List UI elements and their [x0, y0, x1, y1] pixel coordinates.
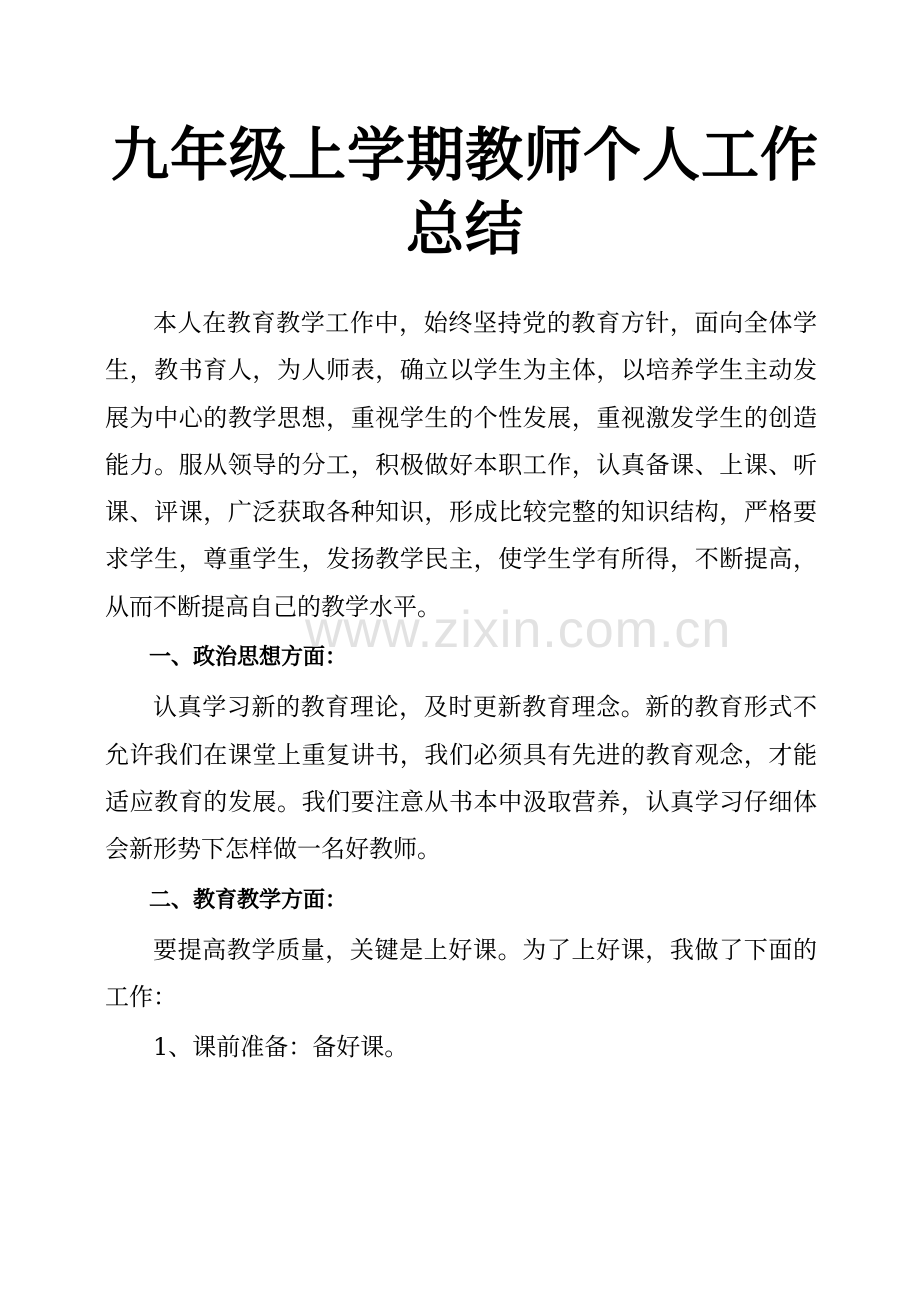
teaching-paragraph: 要提高教学质量，关键是上好课。为了上好课，我做了下面的工作： [105, 935, 817, 1012]
politics-paragraph: 认真学习新的教育理论，及时更新教育理念。新的教育形式不允许我们在课堂上重复讲书，我们必须具有先进的教育观念，才能适应教育的发展。我们要注意从书本中汲取营养，认真学习仔细体会新形势下怎样做一名好教师。 [105, 693, 817, 864]
list-item-preparation: 1、课前准备：备好课。 [153, 1033, 409, 1062]
section-heading-teaching: 二、教育教学方面： [149, 887, 348, 913]
section-heading-politics: 一、政治思想方面： [149, 645, 348, 671]
title-line-1: 九年级上学期教师个人工作 [110, 121, 819, 189]
title-line-2: 总结 [405, 195, 524, 263]
document-title [110, 118, 820, 266]
watermark: www.zixin.com.cn [305, 601, 732, 659]
document-body [105, 300, 817, 1072]
intro-paragraph: 本人在教育教学工作中，始终坚持党的教育方针，面向全体学生，教书育人，为人师表，确立以学生为主体，以培养学生主动发展为中心的教学思想，重视学生的个性发展，重视激发学生的创造能力。服从领导的分工，积极做好本职工作，认真备课、上课、听课、评课，广泛获取各种知识，形成比较完整的知识结构，严格要求学生，尊重学生，发扬教学民主，使学生学有所得，不断提高，从而不断提高自己的教学水平。 [105, 309, 817, 621]
